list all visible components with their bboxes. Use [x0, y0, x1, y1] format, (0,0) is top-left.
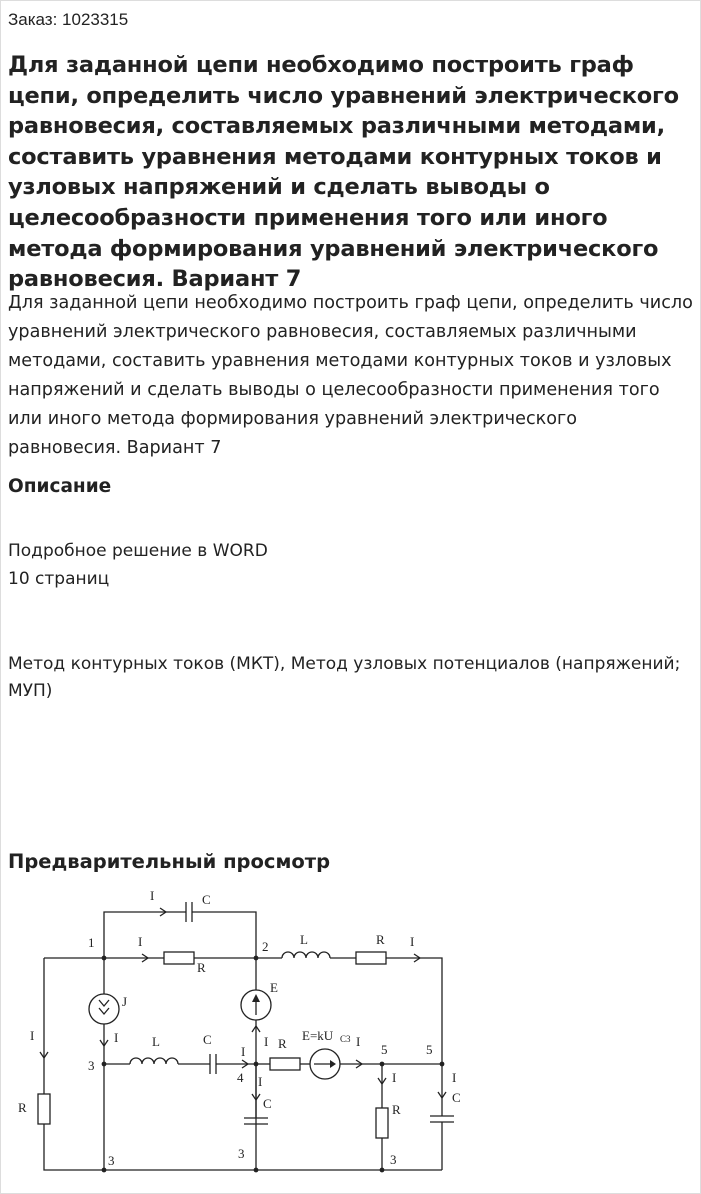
- node-label-3: 3: [108, 1153, 115, 1168]
- resistor-label: R: [392, 1102, 401, 1117]
- node-label-1: 1: [88, 935, 95, 950]
- node-label-5: 5: [381, 1042, 388, 1057]
- current-label: I: [356, 1034, 361, 1049]
- current-label: I: [114, 1030, 119, 1045]
- resistor-label: R: [278, 1036, 287, 1051]
- current-label: I: [264, 1034, 269, 1049]
- current-label: I: [410, 934, 415, 949]
- detail-format: Подробное решение в WORD: [8, 541, 268, 561]
- capacitor-label: C: [452, 1090, 461, 1105]
- section-heading-preview: Предварительный просмотр: [8, 850, 331, 873]
- capacitor-label: C: [263, 1096, 272, 1111]
- current-label: I: [138, 934, 143, 949]
- page-title: Для заданной цепи необходимо построить граф цепи, определить число уравнений электрического равновесия, составляемых различными методами, составить уравнения методами контурных токов и узловых напряжений и сделать выводы о целесообразности применения того или иного метода формирования уравнений электрического равновесия. Вариант 7: [8, 52, 679, 293]
- current-label: I: [258, 1074, 263, 1089]
- node-label-2: 2: [262, 939, 269, 954]
- current-source-label: J: [122, 994, 128, 1009]
- detail-pages: 10 страниц: [8, 569, 110, 589]
- current-label: I: [241, 1044, 246, 1059]
- inductor-label: L: [152, 1034, 160, 1049]
- node-label-4: 4: [237, 1070, 244, 1085]
- source-label-sub: C3: [340, 1034, 351, 1044]
- capacitor-label: C: [203, 1032, 212, 1047]
- current-label: I: [452, 1070, 457, 1085]
- resistor-label: R: [197, 960, 206, 975]
- inductor-label: L: [300, 932, 308, 947]
- source-label: E=kU: [302, 1028, 334, 1043]
- task-description: Для заданной цепи необходимо построить граф цепи, определить число уравнений электрического равновесия, составляемых различными методами, составить уравнения методами контурных токов и узловых напряжений и сделать выводы о целесообразности применения того или иного метода формирования уравнений электрического равновесия. Вариант 7: [8, 293, 693, 458]
- node-label-3: 3: [88, 1058, 95, 1073]
- section-heading-description: Описание: [8, 476, 112, 497]
- node-label-3: 3: [390, 1152, 397, 1167]
- node-label-5: 5: [426, 1042, 433, 1057]
- current-label: I: [392, 1070, 397, 1085]
- node-label-3: 3: [238, 1146, 245, 1161]
- current-label: I: [150, 888, 155, 903]
- source-label: E: [270, 980, 278, 995]
- capacitor-label: C: [202, 892, 211, 907]
- resistor-label: R: [376, 932, 385, 947]
- order-number: Заказ: 1023315: [8, 10, 129, 29]
- resistor-label: R: [18, 1100, 27, 1115]
- current-label: I: [30, 1028, 35, 1043]
- circuit-diagram: [0, 880, 701, 1194]
- detail-methods: Метод контурных токов (МКТ), Метод узловых потенциалов (напряжений; МУП): [8, 654, 681, 701]
